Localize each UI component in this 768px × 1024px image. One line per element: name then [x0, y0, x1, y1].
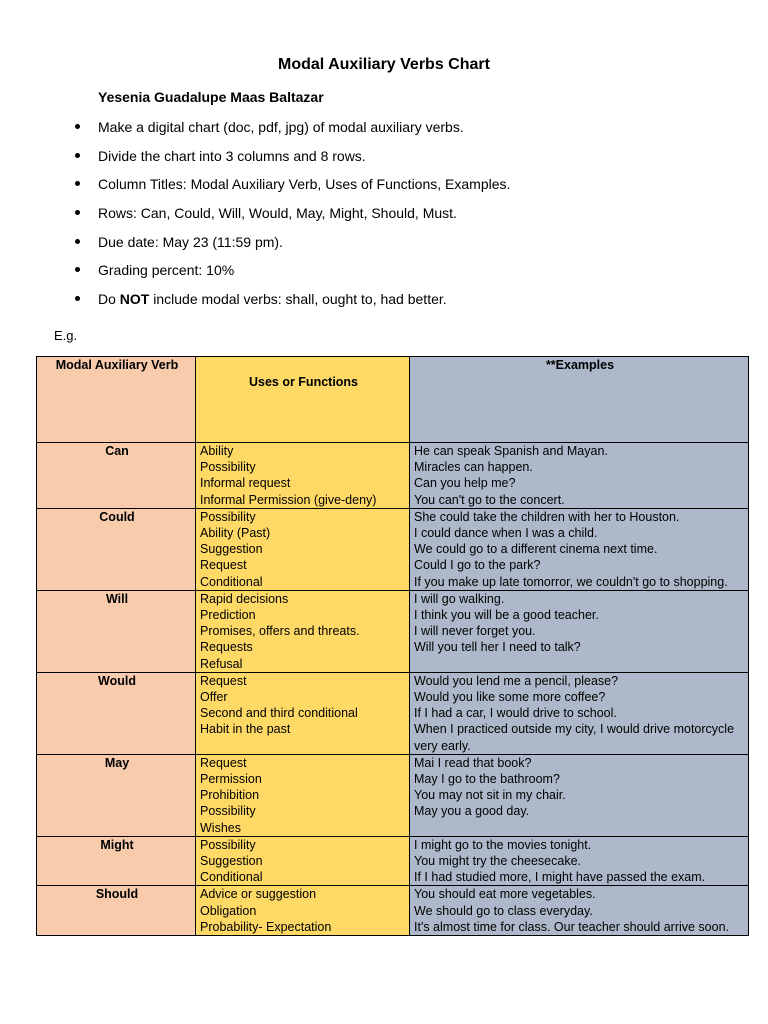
use-item: Advice or suggestion — [200, 887, 317, 902]
author-name: Yesenia Guadalupe Maas Baltazar — [98, 89, 324, 105]
example-item: If you make up late tomorror, we couldn't go to shopping. — [414, 574, 728, 589]
bullet-icon — [75, 210, 80, 215]
example-label: E.g. — [54, 328, 78, 343]
example-item: We should go to class everyday. — [414, 903, 593, 918]
use-item: Request — [200, 558, 247, 573]
use-item: Habit in the past — [200, 722, 291, 737]
example-item: I might go to the movies tonight. — [414, 837, 592, 852]
use-item: Suggestion — [200, 854, 263, 869]
use-item: Conditional — [200, 574, 263, 589]
example-item: Can you help me? — [414, 476, 516, 491]
example-item: It's almost time for class. Our teacher should arrive soon. — [414, 919, 730, 934]
use-item: Suggestion — [200, 542, 263, 557]
modal-verb-cell: Might — [37, 836, 196, 886]
use-item: Prediction — [200, 608, 256, 623]
use-item: Possibility — [200, 837, 256, 852]
use-item: Possibility — [200, 460, 256, 475]
instruction-item: Due date: May 23 (11:59 pm). — [75, 231, 510, 260]
table-row — [37, 443, 749, 509]
use-item: Conditional — [200, 870, 263, 885]
document-title: Modal Auxiliary Verbs Chart — [278, 56, 490, 73]
examples-cell — [410, 672, 749, 754]
instruction-item: Make a digital chart (doc, pdf, jpg) of modal auxiliary verbs. — [75, 116, 510, 145]
examples-cell — [410, 443, 749, 509]
examples-cell — [410, 590, 749, 672]
modal-verb-cell: Would — [37, 672, 196, 754]
table-row — [37, 590, 749, 672]
table-row — [37, 754, 749, 836]
example-item: Will you tell her I need to talk? — [414, 640, 581, 655]
example-item: Would you lend me a pencil, please? — [414, 673, 619, 688]
example-item: You should eat more vegetables. — [414, 887, 596, 902]
use-item: Second and third conditional — [200, 706, 358, 721]
use-item: Prohibition — [200, 788, 260, 803]
example-item: She could take the children with her to Houston. — [414, 509, 680, 524]
table-header-row — [37, 357, 749, 443]
instruction-item: Column Titles: Modal Auxiliary Verb, Uses of Functions, Examples. — [75, 173, 510, 202]
header-examples: **Examples — [410, 357, 749, 443]
example-item: Could I go to the park? — [414, 558, 541, 573]
uses-cell — [196, 836, 410, 886]
table-row — [37, 508, 749, 590]
modal-verb-cell: Will — [37, 590, 196, 672]
examples-cell — [410, 754, 749, 836]
uses-cell — [196, 886, 410, 936]
example-item: You might try the cheesecake. — [414, 854, 581, 869]
bullet-icon — [75, 124, 80, 129]
instruction-item: Do NOT include modal verbs: shall, ought to, had better. — [75, 288, 510, 317]
uses-cell — [196, 590, 410, 672]
bullet-icon — [75, 181, 80, 186]
example-item: I will never forget you. — [414, 624, 536, 639]
use-item: Obligation — [200, 903, 257, 918]
bullet-icon — [75, 153, 80, 158]
table-row — [37, 836, 749, 886]
examples-cell — [410, 836, 749, 886]
example-item: Would you like some more coffee? — [414, 690, 606, 705]
use-item: Refusal — [200, 656, 243, 671]
use-item: Promises, offers and threats. — [200, 624, 360, 639]
table-row — [37, 672, 749, 754]
example-item: I could dance when I was a child. — [414, 526, 598, 541]
use-item: Ability — [200, 444, 234, 458]
use-item: Ability (Past) — [200, 526, 271, 541]
use-item: Request — [200, 673, 247, 688]
instruction-item: Grading percent: 10% — [75, 259, 510, 288]
example-item: If I had a car, I would drive to school. — [414, 706, 617, 721]
example-item: Mai I read that book? — [414, 755, 532, 770]
instructions-list — [75, 116, 510, 317]
bullet-icon — [75, 239, 80, 244]
example-item: You can't go to the concert. — [414, 492, 565, 507]
examples-cell — [410, 508, 749, 590]
bullet-icon — [75, 267, 80, 272]
modal-verbs-table — [36, 356, 749, 936]
use-item: Possibility — [200, 509, 256, 524]
use-item: Possibility — [200, 804, 256, 819]
header-uses: Uses or Functions — [196, 357, 410, 443]
use-item: Request — [200, 755, 247, 770]
instruction-item: Divide the chart into 3 columns and 8 rows. — [75, 145, 510, 174]
example-item: We could go to a different cinema next time. — [414, 542, 658, 557]
table-row — [37, 886, 749, 936]
example-item: He can speak Spanish and Mayan. — [414, 444, 608, 458]
use-item: Wishes — [200, 820, 241, 835]
modal-verb-cell: Should — [37, 886, 196, 936]
uses-cell — [196, 672, 410, 754]
use-item: Permission — [200, 772, 262, 787]
use-item: Requests — [200, 640, 253, 655]
example-item: If I had studied more, I might have passed the exam. — [414, 870, 706, 885]
example-item: I will go walking. — [414, 591, 505, 606]
modal-verb-cell: Could — [37, 508, 196, 590]
modal-verb-cell: May — [37, 754, 196, 836]
examples-cell — [410, 886, 749, 936]
instruction-item: Rows: Can, Could, Will, Would, May, Might, Should, Must. — [75, 202, 510, 231]
use-item: Probability- Expectation — [200, 919, 332, 934]
modal-verb-cell: Can — [37, 443, 196, 509]
uses-cell — [196, 754, 410, 836]
bullet-icon — [75, 296, 80, 301]
use-item: Rapid decisions — [200, 591, 289, 606]
table-body — [37, 443, 749, 936]
uses-cell — [196, 508, 410, 590]
example-item: May I go to the bathroom? — [414, 772, 560, 787]
example-item: When I practiced outside my city, I would drive motorcycle very early. — [414, 722, 735, 753]
use-item: Offer — [200, 690, 228, 705]
use-item: Informal request — [200, 476, 291, 491]
emphasis-not: NOT — [119, 291, 150, 308]
example-item: I think you will be a good teacher. — [414, 608, 599, 623]
header-modal-verb: Modal Auxiliary Verb — [37, 357, 196, 443]
example-item: May you a good day. — [414, 804, 530, 819]
use-item: Informal Permission (give-deny) — [200, 492, 377, 507]
example-item: You may not sit in my chair. — [414, 788, 566, 803]
uses-cell — [196, 443, 410, 509]
example-item: Miracles can happen. — [414, 460, 533, 475]
